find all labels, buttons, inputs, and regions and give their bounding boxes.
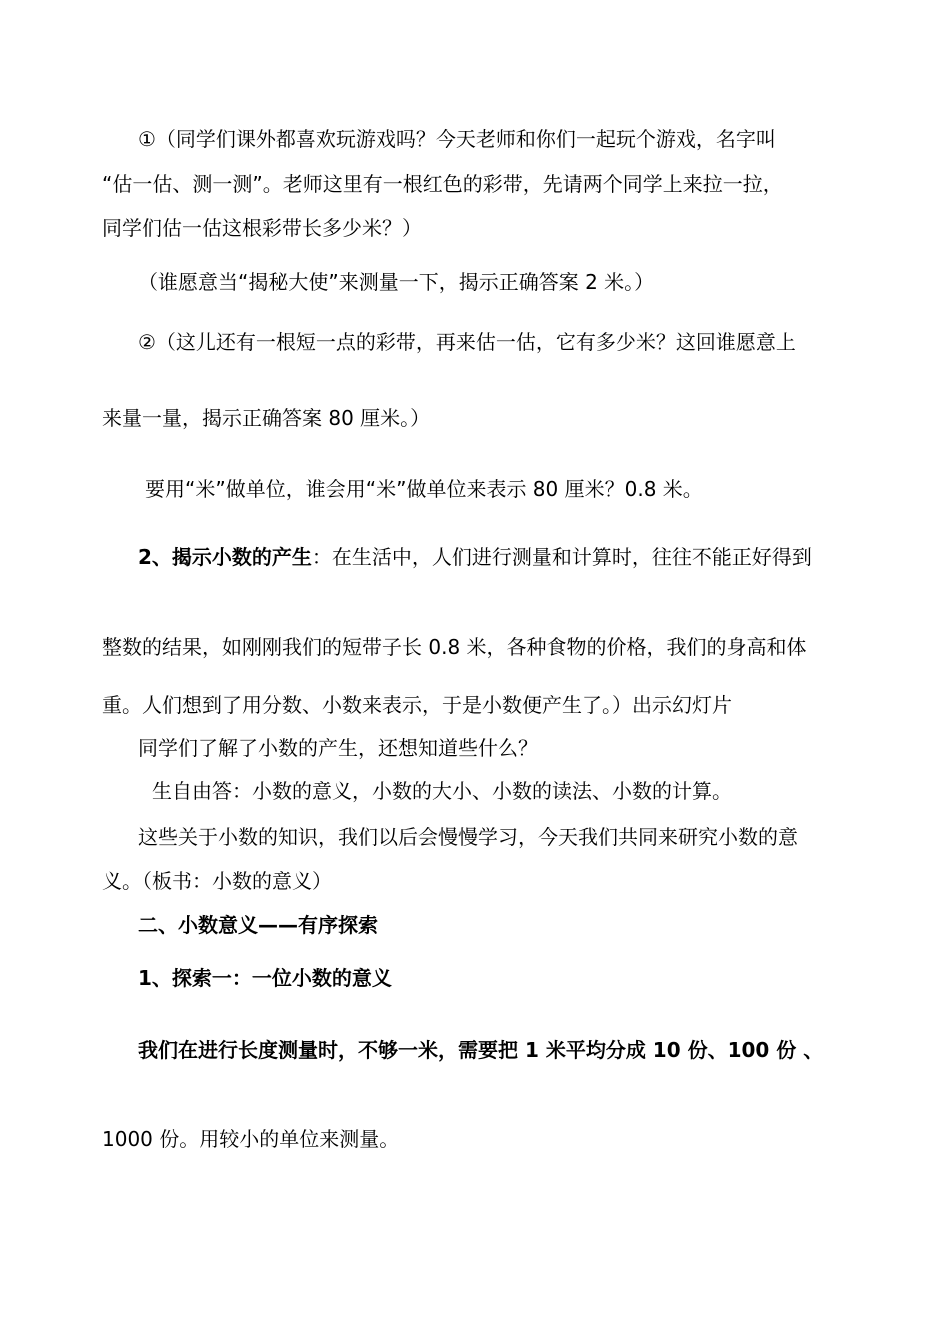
paragraph-line: 重。人们想到了用分数、小数来表示，于是小数便产生了。）出示幻灯片 [102,693,732,717]
paragraph-line: 义。（板书：小数的意义） [102,869,332,893]
paragraph-line: 同学们了解了小数的产生，还想知道些什么？ [138,736,538,760]
paragraph-line: 我们在进行长度测量时，不够一米，需要把 1 米平均分成 10 份、100 份 、 [138,1038,824,1062]
subsection-heading: 1、探索一：一位小数的意义 [138,966,392,990]
paragraph-line: “估一估、测一测”。老师这里有一根红色的彩带，先请两个同学上来拉一拉， [102,172,783,196]
paragraph-line: ②（这儿还有一根短一点的彩带，再来估一估，它有多少米？这回谁愿意上 [138,330,796,354]
paragraph-text: ：在生活中，人们进行测量和计算时，往往不能正好得到 [311,545,812,569]
paragraph-line: 来量一量，揭示正确答案 80 厘米。） [102,406,431,430]
paragraph-line: 生自由答：小数的意义，小数的大小、小数的读法、小数的计算。 [152,779,732,803]
paragraph-line: 要用“米”做单位，谁会用“米”做单位来表示 80 厘米？0.8 米。 [145,477,703,501]
paragraph-line: 这些关于小数的知识，我们以后会慢慢学习，今天我们共同来研究小数的意 [138,825,798,849]
section-heading: 2、揭示小数的产生 [138,545,312,569]
paragraph-line: （谁愿意当“揭秘大使”来测量一下，揭示正确答案 2 米。） [138,270,655,294]
paragraph-line: 同学们估一估这根彩带长多少米？） [102,216,422,240]
paragraph-line: 1000 份。用较小的单位来测量。 [102,1127,400,1151]
section-heading: 二、小数意义——有序探索 [138,913,378,937]
section-heading-line [138,544,812,570]
paragraph-line: 整数的结果，如刚刚我们的短带子长 0.8 米，各种食物的价格，我们的身高和体 [102,635,807,659]
paragraph-line: ①（同学们课外都喜欢玩游戏吗？今天老师和你们一起玩个游戏，名字叫 [138,127,776,151]
